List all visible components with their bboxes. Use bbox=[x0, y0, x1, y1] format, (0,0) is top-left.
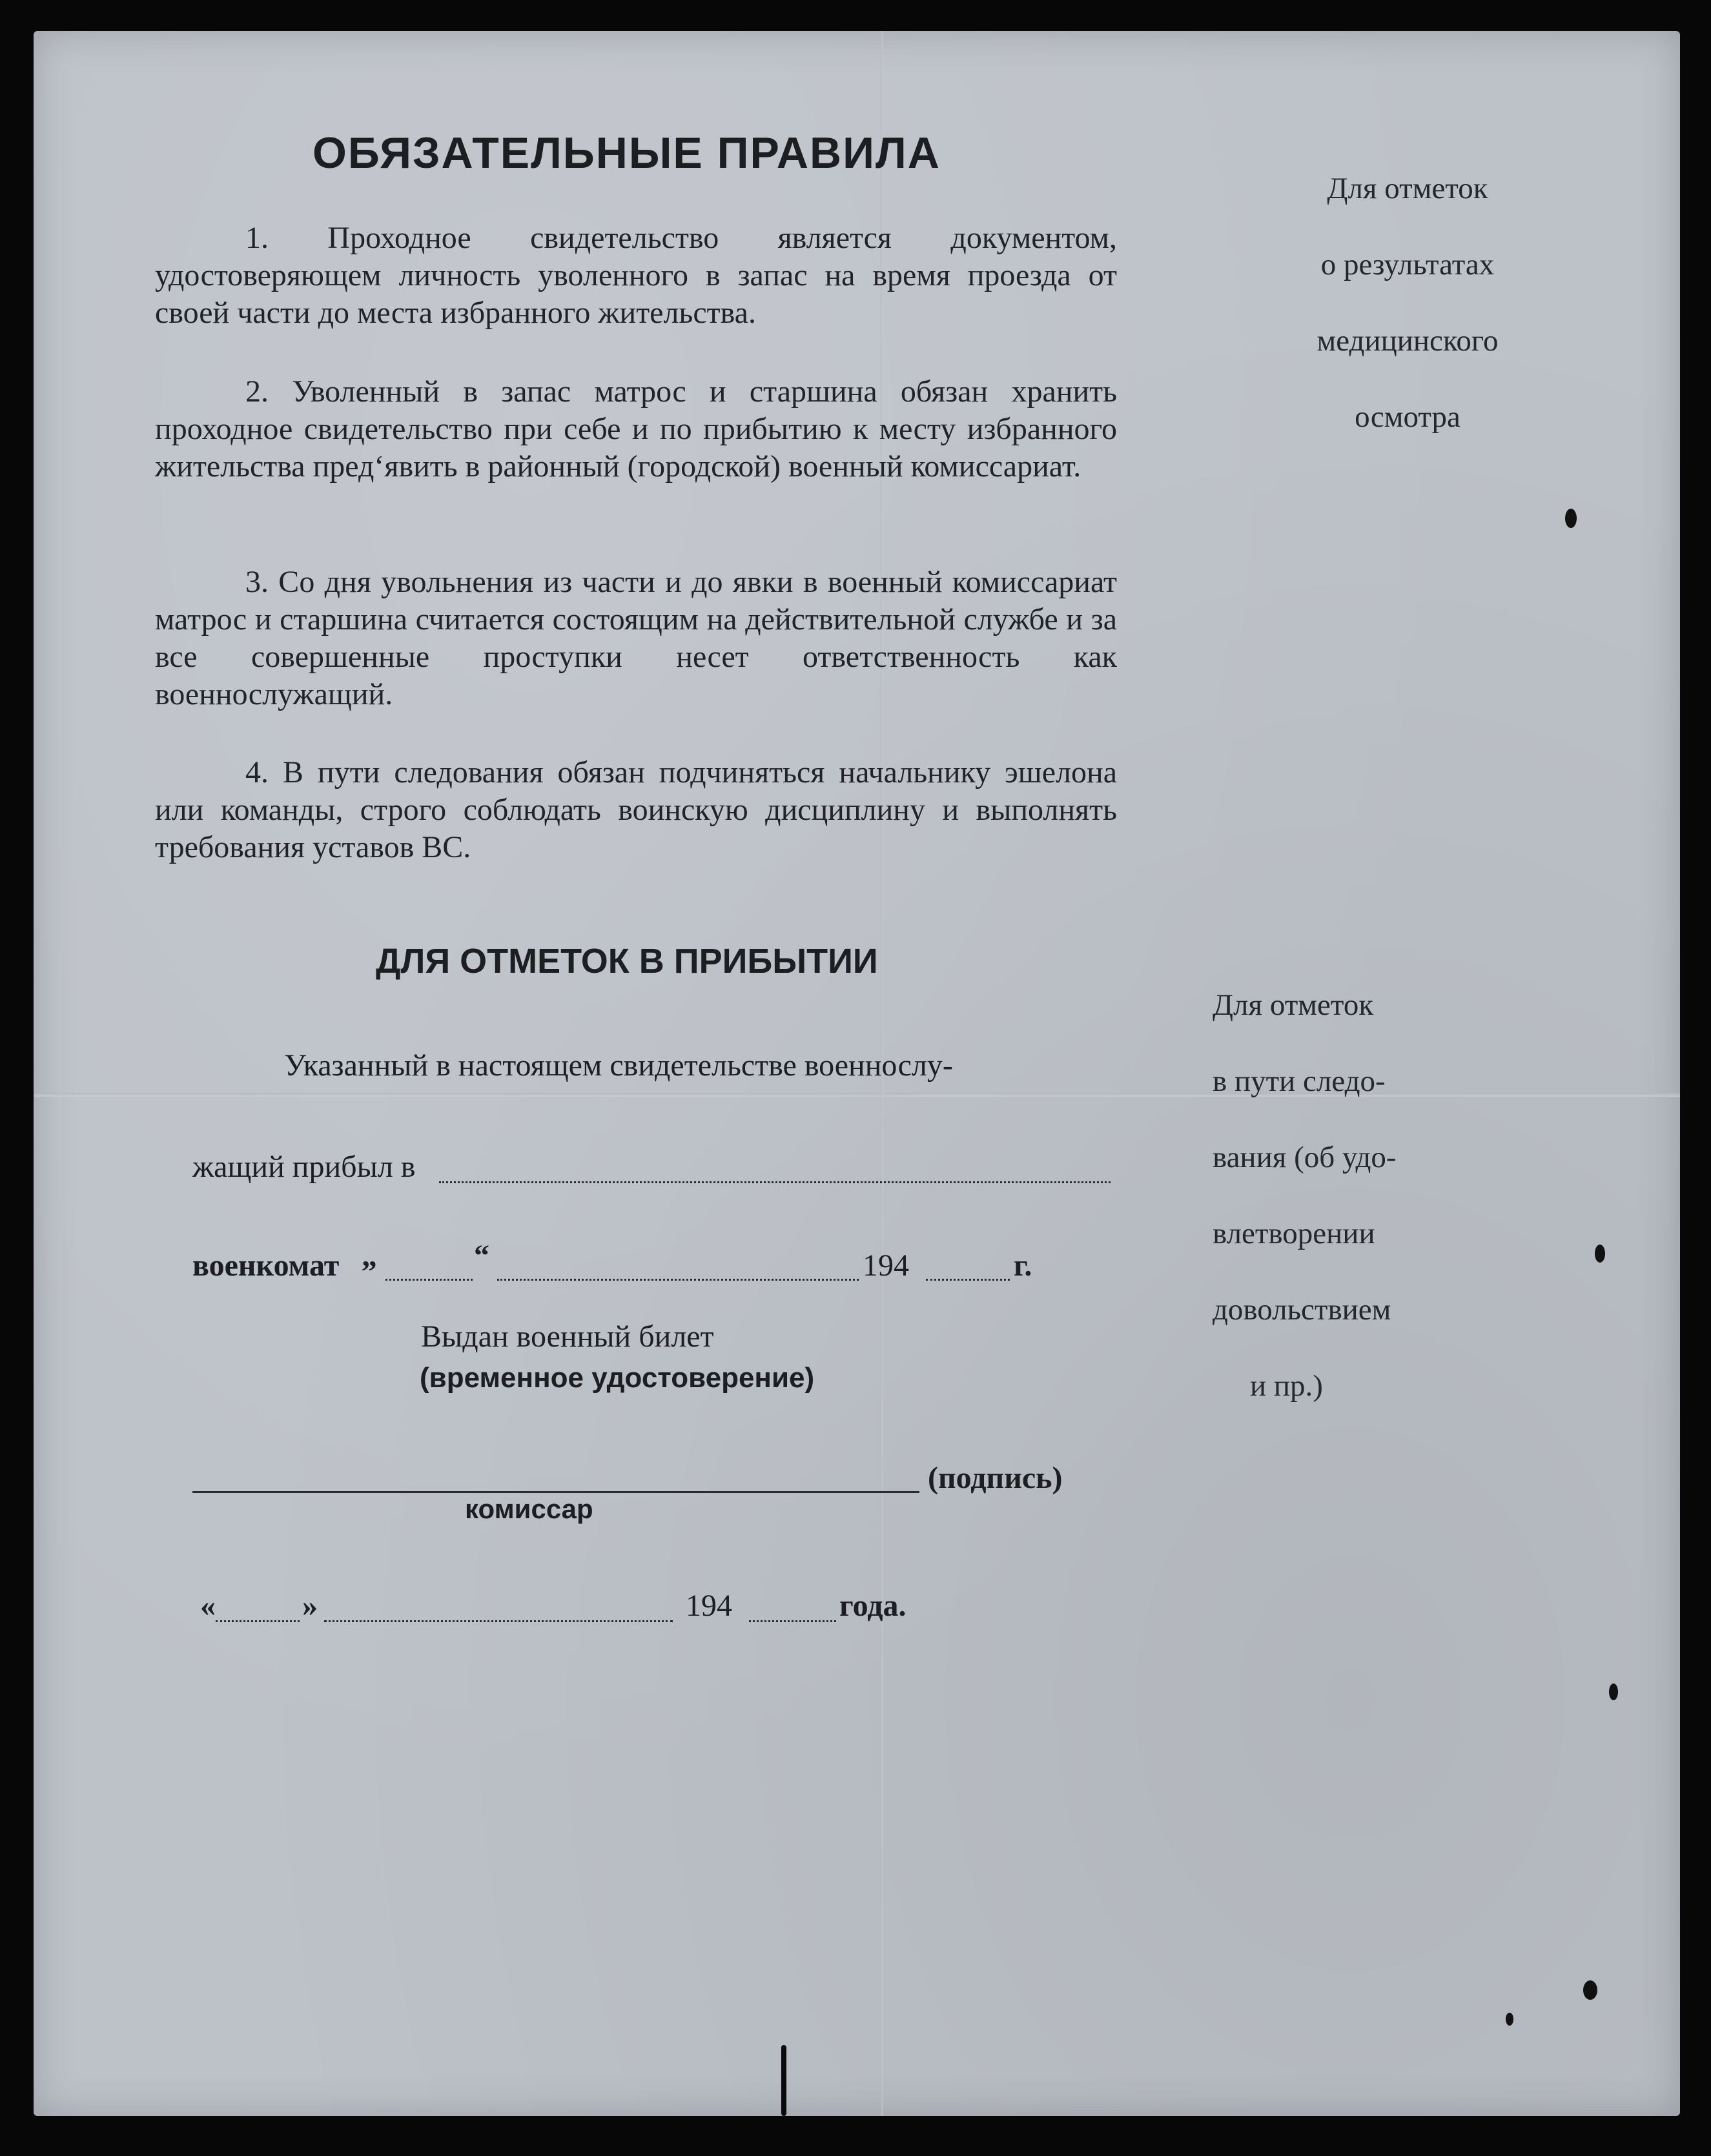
signature-field[interactable] bbox=[192, 1491, 919, 1493]
arrival-line-2-text: жащий прибыл в bbox=[192, 1150, 416, 1184]
medical-line: медицинского bbox=[1317, 324, 1499, 358]
quote-open: „ bbox=[362, 1239, 377, 1273]
route-line: в пути следо- bbox=[1213, 1064, 1386, 1098]
binding-hole bbox=[1583, 1980, 1597, 2000]
medical-notes-label bbox=[1265, 150, 1550, 455]
signature-label: (подпись) bbox=[928, 1461, 1063, 1495]
rule-paragraph-3: 3. Со дня увольнения из части и до явки в военный комиссариат матрос и старшина считается состоящим на действительной службе и за все совершенные проступки несет ответственность как военнослужащий. bbox=[155, 565, 1117, 711]
arrival-line-1: Указанный в настоящем свидетельстве военнослу- bbox=[284, 1048, 953, 1083]
arrival-line-2 bbox=[192, 1149, 415, 1185]
document-sheet bbox=[34, 31, 1680, 2116]
arrival-year-field[interactable] bbox=[926, 1279, 1010, 1281]
arrival-year-prefix: 194 bbox=[863, 1248, 909, 1283]
route-line: Для отметок bbox=[1213, 988, 1374, 1022]
horizontal-fold bbox=[34, 1093, 1680, 1097]
rules-title: ОБЯЗАТЕЛЬНЫЕ ПРАВИЛА bbox=[312, 128, 941, 178]
issued-sublabel: (временное удостоверение) bbox=[420, 1362, 815, 1394]
paper-tear bbox=[781, 2045, 786, 2116]
issue-month-field[interactable] bbox=[324, 1620, 673, 1622]
issue-day-field[interactable] bbox=[216, 1620, 300, 1622]
issued-label: Выдан военный билет bbox=[421, 1319, 714, 1354]
arrival-date-line bbox=[192, 1248, 339, 1283]
date-quote-close: » bbox=[302, 1589, 318, 1623]
route-line: довольствием bbox=[1213, 1293, 1391, 1327]
medical-line: о результатах bbox=[1320, 248, 1495, 281]
date-quote-open: « bbox=[200, 1589, 216, 1623]
medical-line: Для отметок bbox=[1327, 172, 1488, 205]
binding-hole bbox=[1565, 509, 1577, 528]
route-line: вания (об удо- bbox=[1213, 1141, 1397, 1174]
medical-line: осмотра bbox=[1355, 400, 1460, 434]
issue-year-prefix: 194 bbox=[686, 1589, 732, 1623]
issue-year-field[interactable] bbox=[749, 1620, 836, 1622]
rule-paragraph-1: 1. Проходное свидетельство является документом, удостоверяющем личность уволенного в запас на время проезда от своей части до места избранного жительства. bbox=[155, 221, 1117, 330]
binding-hole bbox=[1609, 1683, 1618, 1700]
arrival-month-field[interactable] bbox=[497, 1279, 859, 1281]
quote-close: “ bbox=[474, 1239, 489, 1273]
arrival-place-field[interactable] bbox=[439, 1181, 1111, 1183]
route-line: влетворении bbox=[1213, 1217, 1375, 1250]
rule-paragraph-2: 2. Уволенный в запас матрос и старшина обязан хранить проходное свидетельство при себе и по прибытию к месту избранного жительства пред‘явить в районный (городской) военный комиссариат. bbox=[155, 374, 1117, 483]
rule-paragraph-4: 4. В пути следования обязан подчиняться начальнику эшелона или команды, строго соблюдать воинскую дисциплину и выполнять требования уставов ВС. bbox=[155, 755, 1117, 864]
route-line: и пр.) bbox=[1250, 1369, 1323, 1403]
issue-year-suffix: года. bbox=[839, 1589, 907, 1623]
arrival-year-suffix: г. bbox=[1014, 1248, 1032, 1283]
commissar-label: комиссар bbox=[465, 1494, 593, 1524]
arrival-title: ДЛЯ ОТМЕТОК В ПРИБЫТИИ bbox=[376, 942, 878, 981]
binding-hole bbox=[1595, 1245, 1605, 1263]
arrival-day-field[interactable] bbox=[385, 1279, 473, 1281]
voenkomat-label: военкомат bbox=[192, 1248, 340, 1283]
binding-hole bbox=[1506, 2013, 1513, 2026]
route-notes-label bbox=[1213, 967, 1397, 1424]
